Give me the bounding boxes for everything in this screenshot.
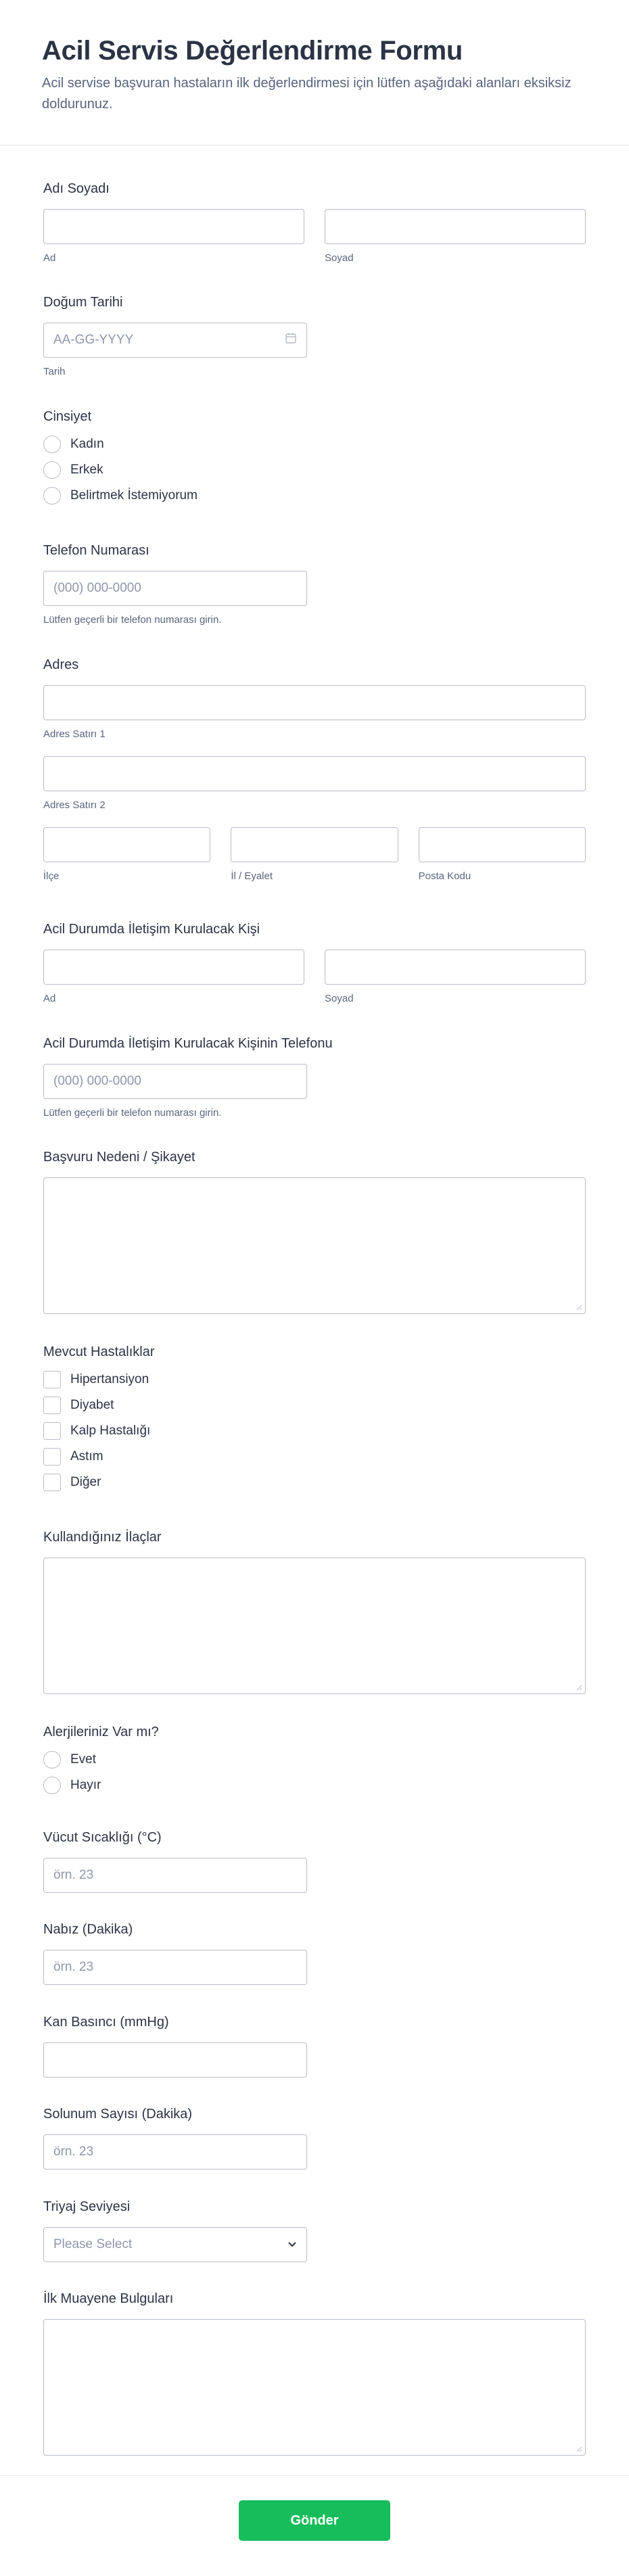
radio-circle[interactable] xyxy=(43,487,61,505)
allergies-label: Alerjileriniz Var mı? xyxy=(43,1725,159,1739)
temperature-field xyxy=(35,1830,594,1893)
address-label: Adres xyxy=(43,657,79,672)
triage-select[interactable] xyxy=(43,2227,307,2262)
city-sublabel: İl / Eyalet xyxy=(231,870,273,882)
address-line1-input[interactable] xyxy=(43,685,586,720)
chevron-down-icon[interactable] xyxy=(287,2237,297,2252)
radio-circle[interactable] xyxy=(43,1777,61,1794)
last-name-input[interactable] xyxy=(325,209,586,244)
radio-circle[interactable] xyxy=(43,461,61,479)
emergency-contact-label: Acil Durumda İletişim Kurulacak Kişi xyxy=(43,922,260,937)
conditions-field xyxy=(35,1344,594,1495)
pulse-field xyxy=(35,1922,594,1985)
emergency-phone-placeholder: (000) 000-0000 xyxy=(53,1074,141,1088)
temperature-input[interactable] xyxy=(43,1858,307,1893)
zip-input[interactable] xyxy=(419,827,586,862)
dob-placeholder: AA-GG-YYYY xyxy=(53,333,134,347)
option-label: Kadın xyxy=(70,437,104,451)
name-field xyxy=(35,181,594,264)
dob-sublabel: Tarih xyxy=(43,366,66,377)
pulse-input[interactable] xyxy=(43,1950,307,1985)
triage-field xyxy=(35,2199,594,2262)
form-description: Acil servise başvuran hastaların ilk değerlendirmesi için lütfen aşağıdaki alanları eksiksiz doldurunuz. xyxy=(42,76,572,112)
respiration-field xyxy=(35,2107,594,2170)
option-label: Hipertansiyon xyxy=(70,1372,149,1386)
temperature-placeholder: örn. 23 xyxy=(53,1868,94,1882)
name-label: Adı Soyadı xyxy=(43,181,110,196)
dob-label: Doğum Tarihi xyxy=(43,295,123,310)
emergency-contact-field xyxy=(35,922,594,1004)
allergies-option-yes[interactable] xyxy=(43,1747,586,1773)
emergency-first-name-input[interactable] xyxy=(43,950,304,985)
district-input[interactable] xyxy=(43,827,210,862)
checkbox[interactable] xyxy=(43,1474,61,1491)
triage-label: Triyaj Seviyesi xyxy=(43,2199,131,2214)
medications-field xyxy=(35,1530,594,1694)
first-name-input[interactable] xyxy=(43,209,304,244)
allergies-field xyxy=(35,1725,594,1798)
form-footer xyxy=(0,2475,629,2576)
emergency-phone-label: Acil Durumda İletişim Kurulacak Kişinin Telefonu xyxy=(43,1036,333,1051)
complaint-field xyxy=(35,1150,594,1314)
emergency-last-name-input[interactable] xyxy=(325,950,586,985)
checkbox[interactable] xyxy=(43,1448,61,1466)
blood-pressure-input[interactable] xyxy=(43,2042,307,2078)
address-field xyxy=(35,657,594,882)
city-input[interactable] xyxy=(231,827,398,862)
dob-input[interactable] xyxy=(43,323,307,358)
pulse-placeholder: örn. 23 xyxy=(53,1960,94,1974)
phone-field xyxy=(35,543,594,626)
emergency-phone-field xyxy=(35,1036,594,1119)
option-label: Kalp Hastalığı xyxy=(70,1424,151,1438)
radio-circle[interactable] xyxy=(43,1751,61,1769)
gender-label: Cinsiyet xyxy=(43,409,92,424)
blood-pressure-label: Kan Basıncı (mmHg) xyxy=(43,2015,169,2030)
temperature-label: Vücut Sıcaklığı (°C) xyxy=(43,1830,162,1845)
dob-field xyxy=(35,295,594,377)
emergency-phone-sublabel: Lütfen geçerli bir telefon numarası girin. xyxy=(43,1107,222,1119)
gender-option-unspecified[interactable] xyxy=(43,483,586,509)
option-label: Astım xyxy=(70,1449,103,1463)
emergency-phone-input[interactable] xyxy=(43,1064,307,1099)
last-name-sublabel: Soyad xyxy=(325,252,354,264)
condition-option-diabetes[interactable] xyxy=(43,1392,586,1418)
emergency-first-name-sublabel: Ad xyxy=(43,993,56,1004)
condition-option-asthma[interactable] xyxy=(43,1444,586,1470)
calendar-icon[interactable] xyxy=(285,332,297,348)
respiration-input[interactable] xyxy=(43,2134,307,2170)
phone-placeholder: (000) 000-0000 xyxy=(53,581,141,595)
allergies-option-no[interactable] xyxy=(43,1773,586,1798)
respiration-placeholder: örn. 23 xyxy=(53,2145,94,2159)
option-label: Diyabet xyxy=(70,1398,114,1412)
option-label: Hayır xyxy=(70,1778,101,1792)
form-header xyxy=(0,0,629,145)
option-label: Evet xyxy=(70,1752,97,1766)
checkbox[interactable] xyxy=(43,1397,61,1414)
condition-option-hypertension[interactable] xyxy=(43,1367,586,1392)
district-sublabel: İlçe xyxy=(43,870,60,882)
phone-label: Telefon Numarası xyxy=(43,543,149,558)
condition-option-other[interactable] xyxy=(43,1470,586,1495)
blood-pressure-field xyxy=(35,2015,594,2078)
resize-handle-icon[interactable] xyxy=(576,2445,582,2452)
zip-sublabel: Posta Kodu xyxy=(418,870,471,882)
emergency-last-name-sublabel: Soyad xyxy=(325,993,354,1004)
gender-option-erkek[interactable] xyxy=(43,457,586,483)
submit-button[interactable]: Gönder xyxy=(239,2500,390,2541)
checkbox[interactable] xyxy=(43,1371,61,1388)
respiration-label: Solunum Sayısı (Dakika) xyxy=(43,2107,193,2122)
radio-circle[interactable] xyxy=(43,436,61,453)
medications-textarea[interactable] xyxy=(43,1558,586,1694)
phone-input[interactable] xyxy=(43,571,307,606)
resize-handle-icon[interactable] xyxy=(576,1304,582,1311)
findings-field xyxy=(35,2291,594,2456)
pulse-label: Nabız (Dakika) xyxy=(43,1922,133,1937)
form-title: Acil Servis Değerlendirme Formu xyxy=(42,36,463,66)
address-line2-input[interactable] xyxy=(43,756,586,791)
triage-selected-value: Please Select xyxy=(53,2237,133,2251)
phone-sublabel: Lütfen geçerli bir telefon numarası girin. xyxy=(43,614,222,626)
resize-handle-icon[interactable] xyxy=(576,1684,582,1691)
complaint-label: Başvuru Nedeni / Şikayet xyxy=(43,1150,195,1165)
findings-textarea[interactable] xyxy=(43,2319,586,2456)
conditions-label: Mevcut Hastalıklar xyxy=(43,1344,155,1359)
option-label: Belirtmek İstemiyorum xyxy=(70,488,197,502)
address-line2-sublabel: Adres Satırı 2 xyxy=(43,799,106,811)
medications-label: Kullandığınız İlaçlar xyxy=(43,1530,162,1545)
gender-option-kadin[interactable] xyxy=(43,431,586,457)
gender-field xyxy=(35,409,594,509)
option-label: Erkek xyxy=(70,463,103,477)
first-name-sublabel: Ad xyxy=(43,252,56,264)
complaint-textarea[interactable] xyxy=(43,1177,586,1314)
checkbox[interactable] xyxy=(43,1422,61,1440)
findings-label: İlk Muayene Bulguları xyxy=(43,2291,174,2306)
condition-option-heart-disease[interactable] xyxy=(43,1418,586,1444)
address-line1-sublabel: Adres Satırı 1 xyxy=(43,728,106,740)
option-label: Diğer xyxy=(70,1475,101,1489)
